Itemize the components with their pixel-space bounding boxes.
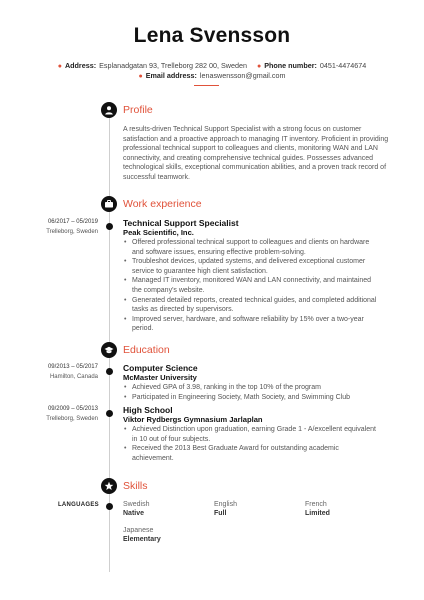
bullet-line: • Generated detailed reports, created technical guides, and completed additional [132, 296, 377, 304]
email-label: Email address: [145, 71, 197, 80]
profile-section-title: Profile [123, 104, 153, 116]
bullet-line: • Received the 2013 Best Graduate Award for outstanding academic [132, 445, 339, 453]
timeline-dot [106, 410, 113, 417]
skills-section-title: Skills [123, 480, 148, 492]
bullet-line: service to guarantee high client satisfaction. [132, 267, 268, 275]
language-level: Native [123, 510, 145, 517]
job-date: 06/2017 – 05/2019 [47, 219, 98, 225]
profile-line: professional technical support to colleagues and clients, monitoring WAN and LAN [123, 145, 378, 153]
profile-line: satisfaction and a proactive approach to managing IT inventory. Proficient in providing [123, 135, 389, 143]
bullet-line: • Troubleshot devices, updated systems, and delivered exceptional customer [132, 258, 366, 266]
list-item [123, 257, 393, 276]
bullet-line: in 10 out of four subjects. [132, 435, 211, 443]
work-briefcase-icon [101, 196, 117, 212]
list-item [123, 315, 393, 334]
bullet-line: • Managed IT inventory, monitored WAN and LAN connectivity, and maintained [132, 277, 372, 285]
profile-line: technological skills, exceptional communication abilities, and a proven track record of [123, 164, 387, 172]
language-name: English [214, 501, 237, 508]
bullet-line: tasks as directed by supervisors. [132, 306, 234, 314]
list-item [123, 393, 393, 403]
edu-achievements [123, 383, 393, 402]
profile-user-icon [101, 102, 117, 118]
language-level: Elementary [123, 536, 161, 543]
list-item [123, 383, 393, 393]
edu-degree: High School [123, 405, 173, 415]
bullet-line: • Achieved GPA of 3.98, ranking in the top 10% of the program [132, 384, 321, 391]
phone-item [257, 61, 366, 70]
bullet-dot-icon: ● [57, 63, 62, 70]
profile-line: successful teamwork. [123, 173, 190, 181]
contact-row-2 [0, 71, 424, 80]
bullet-line: the company's website. [132, 286, 205, 294]
bullet-line: • Improved server, hardware, and software reliability by 15% over a two-year [132, 315, 364, 323]
list-item [123, 425, 393, 444]
bullet-line: • Offered professional technical support to colleagues and clients on hardware [132, 239, 370, 246]
timeline-dot [106, 223, 113, 230]
skills-star-icon [101, 478, 117, 494]
edu-date: 09/2009 – 05/2013 [47, 406, 98, 412]
edu-degree: Computer Science [123, 363, 198, 373]
address-value: Esplanadgatan 93, Trelleborg 282 00, Sweden [99, 61, 247, 70]
edu-institution: Viktor Rydbergs Gymnasium Jarlaplan [123, 415, 263, 424]
education-section-title: Education [123, 344, 170, 356]
job-company: Peak Scientific, Inc. [123, 228, 194, 237]
phone-label: Phone number: [264, 61, 317, 70]
list-item [123, 238, 393, 257]
bullet-dot-icon: ● [138, 73, 143, 80]
email-item [139, 71, 286, 80]
candidate-name: Lena Svensson [133, 24, 291, 47]
language-name: French [305, 501, 327, 508]
profile-line: A results-driven Technical Support Specialist with a strong focus on customer [123, 126, 362, 133]
address-label: Address: [64, 61, 97, 70]
bullet-line: and software issues, ensuring effective problem-solving. [132, 248, 306, 256]
languages-label: LANGUAGES [57, 502, 99, 508]
language-level: Limited [305, 510, 330, 517]
job-location: Trelleborg, Sweden [46, 229, 98, 235]
list-item [123, 444, 393, 463]
address-item [58, 61, 247, 70]
timeline-dot [106, 503, 113, 510]
experience-section-title: Work experience [123, 198, 202, 210]
job-responsibilities [123, 238, 393, 334]
email-value: lenaswensson@gmail.com [199, 71, 286, 80]
bullet-dot-icon: ● [256, 63, 262, 70]
profile-line: connectivity, and creating comprehensive technical guides. Possesses advanced [123, 154, 374, 162]
profile-summary [123, 125, 395, 183]
list-item [123, 276, 393, 295]
timeline-dot [106, 368, 113, 375]
header-accent-line [194, 85, 219, 86]
bullet-line: • Participated in Engineering Society, Math Society, and Swimming Club [132, 393, 351, 401]
bullet-line: period. [132, 325, 154, 333]
education-cap-icon [101, 342, 117, 358]
list-item [123, 296, 393, 315]
contact-row-1 [0, 61, 424, 70]
job-title: Technical Support Specialist [123, 218, 239, 228]
language-level: Full [214, 510, 227, 517]
bullet-line: achievement. [132, 454, 174, 462]
bullet-line: • Achieved Distinction upon graduation, earning Grade 1 - A/excellent equivalent [132, 426, 376, 433]
language-name: Japanese [123, 527, 154, 534]
edu-date: 09/2013 – 05/2017 [47, 364, 98, 370]
language-name: Swedish [123, 501, 150, 508]
edu-location: Trelleborg, Sweden [46, 416, 98, 422]
edu-achievements [123, 425, 393, 463]
edu-institution: McMaster University [123, 373, 197, 382]
phone-value: 0451-4474674 [319, 61, 367, 70]
edu-location: Hamilton, Canada [49, 374, 98, 380]
